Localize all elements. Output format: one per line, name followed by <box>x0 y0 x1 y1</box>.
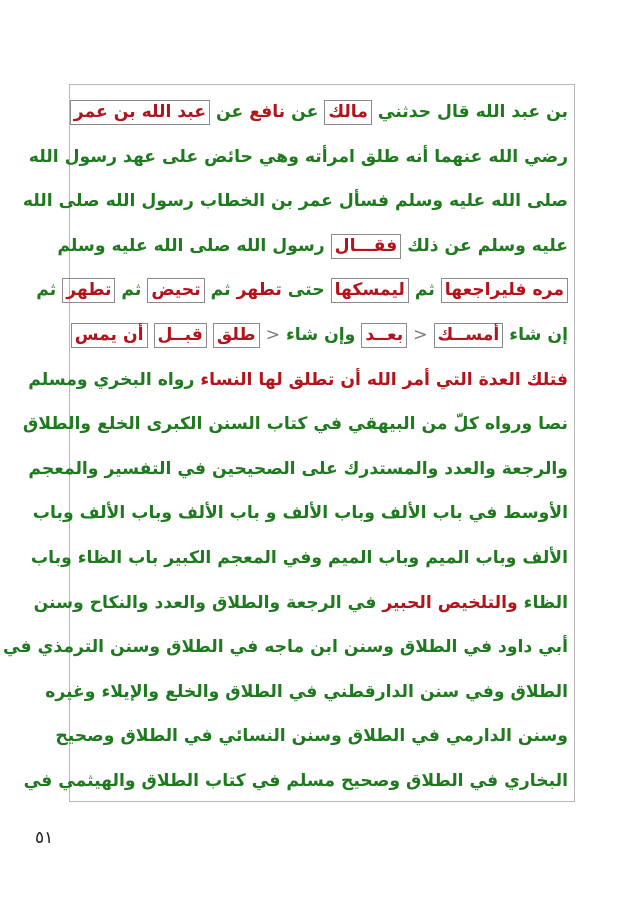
text-frame <box>3 84 575 802</box>
boxed-highlight-word: فقـــال <box>331 234 402 259</box>
text-segment: عن <box>216 102 244 122</box>
boxed-highlight-word: طلق <box>213 323 260 348</box>
boxed-highlight-word: مالك <box>324 100 372 125</box>
text-line <box>22 404 568 444</box>
arrow-marker: < <box>413 325 428 345</box>
text-line <box>28 449 568 489</box>
text-line <box>22 181 568 221</box>
arrow-marker: < <box>265 325 280 345</box>
text-segment: نافع <box>249 102 286 122</box>
text-segment: وسنن الدارمي في الطلاق وسنن النسائي في الطلاق وصحيح <box>55 726 568 747</box>
text-line <box>32 493 568 533</box>
boxed-highlight-word: قبــل <box>154 323 207 348</box>
text-segment: الطلاق وفي سنن الدارقطني في الطلاق والخلع والإيلاء وغيره <box>45 681 568 702</box>
text-line <box>3 627 568 667</box>
text-segment: ثم <box>121 280 142 301</box>
text-segment: ثم <box>210 280 231 301</box>
text-segment: البخاري في الطلاق وصحيح مسلم في كتاب الطلاق والهيثمي في <box>23 771 568 791</box>
text-line <box>28 360 568 400</box>
text-segment: رضي الله عنهما أنه طلق امرأته وهي حائض على عهد رسول الله <box>28 146 568 167</box>
text-line <box>30 538 568 578</box>
boxed-highlight-word: أمســك <box>434 323 504 348</box>
text-segment: أبي داود في الطلاق وسنن ابن ماجه في الطلاق وسنن الترمذي في <box>3 637 568 658</box>
text-segment: تطهر <box>236 280 282 301</box>
text-segment: وإن شاء <box>285 325 356 345</box>
boxed-highlight-word: تطهر <box>62 278 115 303</box>
page-number: ٥١ <box>35 828 54 848</box>
text-segment: عن <box>291 102 319 122</box>
text-segment: ثم <box>36 280 57 301</box>
boxed-highlight-word: تحيض <box>147 278 204 303</box>
text-segment: رواه البخري ومسلم <box>28 369 195 390</box>
text-segment: رسول الله صلى الله عليه وسلم <box>57 235 325 256</box>
text-segment: الظاء <box>523 592 568 613</box>
boxed-highlight-word: بعــد <box>361 323 407 348</box>
text-line <box>55 716 568 756</box>
text-segment: الألف وباب الميم وباب الميم وفي المعجم الكبير باب الظاء وباب <box>30 548 568 568</box>
text-segment: صلى الله عليه وسلم فسأل عمر بن الخطاب رسول الله صلى الله <box>22 191 568 212</box>
text-segment: في الرجعة والطلاق والعدد والنكاح وسنن <box>33 592 377 613</box>
boxed-highlight-word: مره فليراجعها <box>441 278 568 303</box>
text-segment: عليه وسلم عن ذلك <box>407 235 568 256</box>
text-segment: ثم <box>414 280 435 301</box>
text-line <box>45 672 568 712</box>
boxed-highlight-word: أن يمس <box>71 323 148 348</box>
text-line <box>36 270 568 310</box>
text-line <box>28 137 568 177</box>
boxed-highlight-word: عبد الله بن عمر <box>70 100 210 125</box>
boxed-highlight-word: ليمسكها <box>331 278 409 303</box>
text-line <box>76 315 568 355</box>
text-line <box>73 92 568 132</box>
text-segment: بن عبد الله قال حدثني <box>377 102 568 122</box>
text-line <box>57 226 568 266</box>
text-segment: نصا ورواه كلّ من البيهقي في كتاب السنن الكبرى الخلع والطلاق <box>22 414 568 435</box>
text-line <box>33 583 568 623</box>
text-segment: والرجعة والعدد والمستدرك على الصحيحين في التفسير والمعجم <box>28 458 568 479</box>
text-segment: حتى <box>287 280 325 301</box>
text-segment: الأوسط في باب الألف وباب الألف و باب الألف وباب الألف وباب <box>32 503 568 524</box>
text-line <box>23 761 568 801</box>
text-segment: إن شاء <box>509 325 568 345</box>
text-segment: والتلخيص الحبير <box>382 592 518 613</box>
text-segment: فتلك العدة التي أمر الله أن تطلق لها النساء <box>200 369 568 390</box>
